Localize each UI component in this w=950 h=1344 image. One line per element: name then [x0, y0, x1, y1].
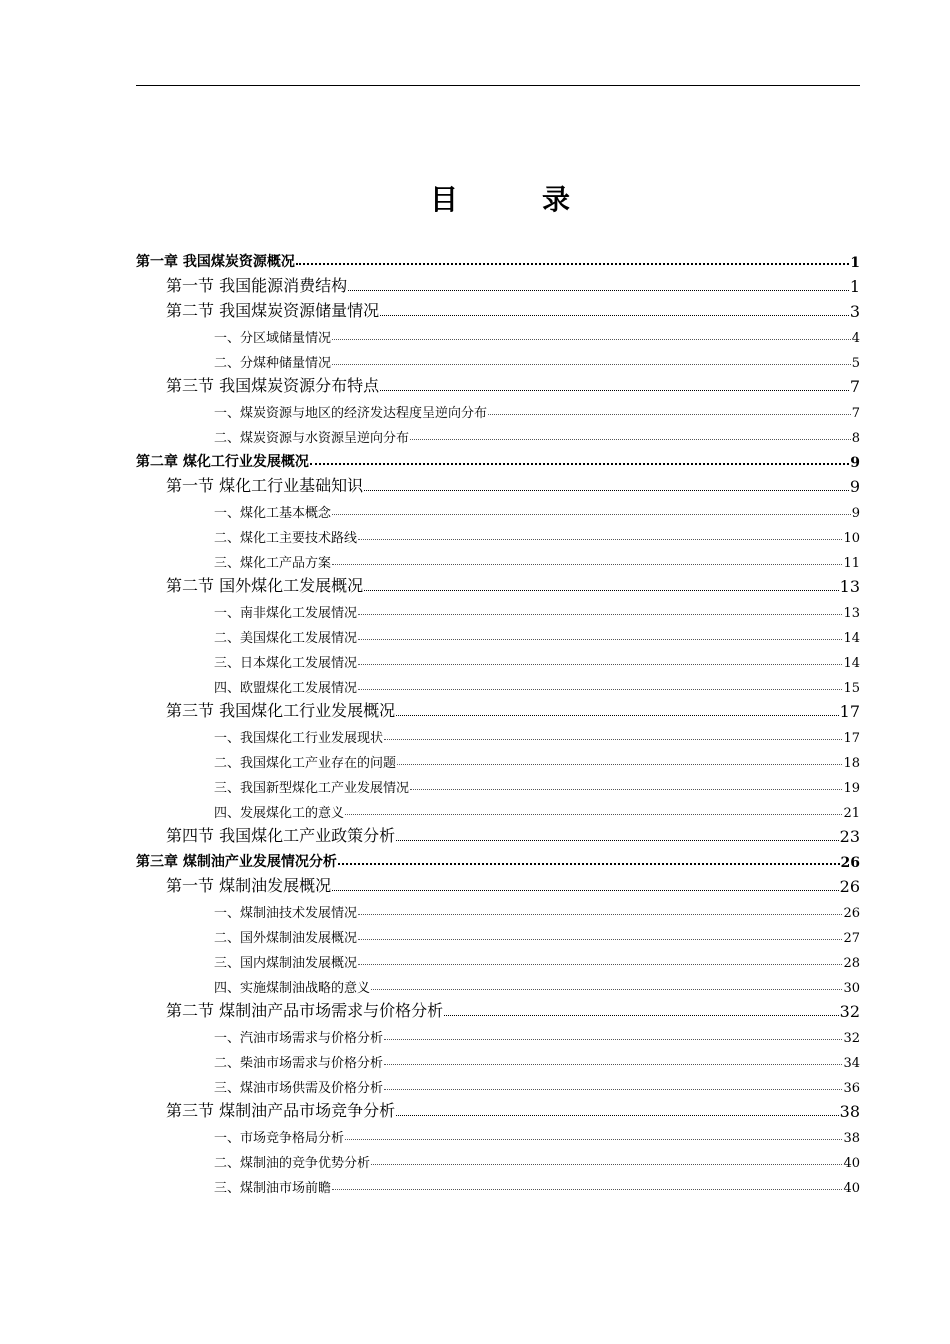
toc-page-number: 8 [851, 431, 860, 446]
toc-page-number: 1 [850, 255, 860, 271]
toc-page-number: 9 [851, 506, 860, 521]
toc-dot-leader [444, 996, 839, 1021]
toc-dot-leader [358, 621, 842, 646]
toc-page-number: 13 [839, 577, 860, 596]
toc-dot-leader [384, 1046, 842, 1071]
toc-page-number: 7 [851, 406, 860, 421]
toc-subsection-entry[interactable] [136, 646, 860, 671]
toc-page-number: 32 [843, 1031, 860, 1046]
toc-dot-leader [358, 596, 842, 621]
toc-page-number: 38 [839, 1102, 860, 1121]
toc-subsection-entry[interactable] [136, 421, 860, 446]
toc-subsection-entry[interactable] [136, 1121, 860, 1146]
toc-entry-label: 三、煤制油市场前瞻 [214, 1181, 332, 1196]
toc-subsection-entry[interactable] [136, 921, 860, 946]
toc-entry-label: 第一章 我国煤炭资源概况 [136, 254, 295, 270]
toc-page-number: 15 [843, 681, 860, 696]
toc-page-number: 18 [843, 756, 860, 771]
toc-entry-label: 二、美国煤化工发展情况 [214, 631, 358, 646]
toc-dot-leader [371, 1146, 842, 1171]
toc-entry-label: 四、实施煤制油战略的意义 [214, 981, 371, 996]
toc-dot-leader [332, 496, 851, 521]
toc-entry-label: 第二节 我国煤炭资源储量情况 [166, 301, 380, 320]
toc-page-number: 19 [843, 781, 860, 796]
toc-page-number: 17 [839, 702, 860, 721]
toc-entry-label: 四、发展煤化工的意义 [214, 806, 345, 821]
toc-entry-label: 一、煤化工基本概念 [214, 506, 332, 521]
toc-section-entry[interactable] [136, 996, 860, 1021]
toc-entry-label: 二、煤炭资源与水资源呈逆向分布 [214, 431, 410, 446]
toc-dot-leader [396, 821, 839, 846]
toc-dot-leader [332, 546, 842, 571]
toc-page-number: 28 [843, 956, 860, 971]
toc-entry-label: 二、国外煤制油发展概况 [214, 931, 358, 946]
toc-subsection-entry[interactable] [136, 1171, 860, 1196]
toc-dot-leader [384, 721, 842, 746]
toc-subsection-entry[interactable] [136, 721, 860, 746]
toc-entry-label: 三、煤油市场供需及价格分析 [214, 1081, 384, 1096]
toc-section-entry[interactable] [136, 271, 860, 296]
toc-page-number: 34 [843, 1056, 860, 1071]
toc-entry-label: 三、日本煤化工发展情况 [214, 656, 358, 671]
toc-page-number: 21 [843, 806, 860, 821]
toc-entry-label: 一、我国煤化工行业发展现状 [214, 731, 384, 746]
toc-subsection-entry[interactable] [136, 1146, 860, 1171]
toc-subsection-entry[interactable] [136, 771, 860, 796]
toc-section-entry[interactable] [136, 696, 860, 721]
toc-page-number: 3 [849, 302, 860, 321]
toc-dot-leader [338, 846, 840, 871]
toc-section-entry[interactable] [136, 821, 860, 846]
toc-page-number: 36 [843, 1081, 860, 1096]
toc-entry-label: 第四节 我国煤化工产业政策分析 [166, 826, 396, 845]
toc-dot-leader [358, 521, 842, 546]
toc-entry-label: 第三章 煤制油产业发展情况分析 [136, 854, 337, 870]
toc-dot-leader [358, 946, 842, 971]
toc-entry-label: 一、南非煤化工发展情况 [214, 606, 358, 621]
toc-page-number: 38 [843, 1131, 860, 1146]
toc-page-number: 1 [849, 277, 860, 296]
toc-page-number: 13 [843, 606, 860, 621]
toc-entry-label: 二、柴油市场需求与价格分析 [214, 1056, 384, 1071]
toc-entry-label: 第三节 我国煤炭资源分布特点 [166, 376, 380, 395]
toc-page-number: 23 [839, 827, 860, 846]
toc-dot-leader [380, 296, 849, 321]
toc-entry-label: 一、分区域储量情况 [214, 331, 332, 346]
toc-entry-label: 四、欧盟煤化工发展情况 [214, 681, 358, 696]
toc-entry-label: 二、煤化工主要技术路线 [214, 531, 358, 546]
toc-dot-leader [396, 1096, 839, 1121]
toc-entry-label: 第一节 我国能源消费结构 [166, 276, 348, 295]
toc-subsection-entry[interactable] [136, 971, 860, 996]
toc-dot-leader [380, 371, 849, 396]
toc-subsection-entry[interactable] [136, 596, 860, 621]
toc-dot-leader [348, 271, 849, 296]
toc-subsection-entry[interactable] [136, 1021, 860, 1046]
toc-entry-label: 三、煤化工产品方案 [214, 556, 332, 571]
toc-section-entry[interactable] [136, 571, 860, 596]
toc-entry-label: 一、煤炭资源与地区的经济发达程度呈逆向分布 [214, 406, 488, 421]
toc-dot-leader [384, 1021, 842, 1046]
toc-page-number: 7 [849, 377, 860, 396]
toc-dot-leader [310, 446, 849, 471]
toc-entry-label: 第二章 煤化工行业发展概况 [136, 454, 309, 470]
toc-chapter-entry[interactable] [136, 246, 860, 271]
toc-subsection-entry[interactable] [136, 746, 860, 771]
toc-page-number: 17 [843, 731, 860, 746]
toc-dot-leader [397, 746, 842, 771]
toc-page-number: 10 [843, 531, 860, 546]
toc-entry-label: 第二节 国外煤化工发展概况 [166, 576, 364, 595]
toc-page-number: 40 [843, 1156, 860, 1171]
toc-entry-label: 第三节 煤制油产品市场竞争分析 [166, 1101, 396, 1120]
toc-section-entry[interactable] [136, 296, 860, 321]
toc-entry-label: 第三节 我国煤化工行业发展概况 [166, 701, 396, 720]
toc-entry-label: 一、汽油市场需求与价格分析 [214, 1031, 384, 1046]
toc-subsection-entry[interactable] [136, 346, 860, 371]
toc-page-number: 14 [843, 631, 860, 646]
toc-entry-label: 二、煤制油的竞争优势分析 [214, 1156, 371, 1171]
toc-subsection-entry[interactable] [136, 796, 860, 821]
toc-subsection-entry[interactable] [136, 321, 860, 346]
toc-dot-leader [364, 471, 849, 496]
toc-dot-leader [345, 796, 842, 821]
toc-page-number: 9 [849, 477, 860, 496]
toc-entry-label: 一、市场竞争格局分析 [214, 1131, 345, 1146]
toc-subsection-entry[interactable] [136, 671, 860, 696]
toc-page-number: 9 [850, 455, 860, 471]
toc-section-entry[interactable] [136, 471, 860, 496]
toc-dot-leader [332, 346, 851, 371]
toc-dot-leader [364, 571, 839, 596]
toc-subsection-entry[interactable] [136, 946, 860, 971]
toc-section-entry[interactable] [136, 1096, 860, 1121]
toc-entry-label: 三、国内煤制油发展概况 [214, 956, 358, 971]
toc-entry-label: 第二节 煤制油产品市场需求与价格分析 [166, 1001, 444, 1020]
toc-page-number: 40 [843, 1181, 860, 1196]
toc-dot-leader [358, 896, 842, 921]
toc-page-number: 14 [843, 656, 860, 671]
toc-page-number: 11 [843, 556, 860, 571]
toc-entry-label: 第一节 煤制油发展概况 [166, 876, 332, 895]
toc-subsection-entry[interactable] [136, 1046, 860, 1071]
toc-subsection-entry[interactable] [136, 521, 860, 546]
toc-dot-leader [358, 646, 842, 671]
toc-dot-leader [488, 396, 851, 421]
toc-page-number: 26 [839, 877, 860, 896]
toc-chapter-entry[interactable] [136, 846, 860, 871]
toc-page-number: 26 [840, 855, 860, 871]
table-of-contents [136, 246, 860, 1196]
toc-dot-leader [410, 771, 842, 796]
toc-dot-leader [358, 921, 842, 946]
toc-page-number: 4 [851, 331, 860, 346]
toc-page-number: 26 [843, 906, 860, 921]
toc-section-entry[interactable] [136, 871, 860, 896]
toc-subsection-entry[interactable] [136, 546, 860, 571]
toc-section-entry[interactable] [136, 371, 860, 396]
toc-page-number: 5 [851, 356, 860, 371]
toc-dot-leader [296, 246, 849, 271]
toc-subsection-entry[interactable] [136, 621, 860, 646]
toc-dot-leader [410, 421, 851, 446]
toc-dot-leader [332, 871, 839, 896]
toc-entry-label: 第一节 煤化工行业基础知识 [166, 476, 364, 495]
toc-dot-leader [332, 321, 851, 346]
toc-page-number: 30 [843, 981, 860, 996]
toc-subsection-entry[interactable] [136, 1071, 860, 1096]
toc-dot-leader [345, 1121, 842, 1146]
toc-dot-leader [384, 1071, 842, 1096]
toc-dot-leader [371, 971, 842, 996]
toc-page-number: 32 [839, 1002, 860, 1021]
toc-subsection-entry[interactable] [136, 496, 860, 521]
toc-dot-leader [396, 696, 839, 721]
toc-dot-leader [358, 671, 842, 696]
toc-page-number: 27 [843, 931, 860, 946]
toc-chapter-entry[interactable] [136, 446, 860, 471]
toc-subsection-entry[interactable] [136, 396, 860, 421]
header-rule [136, 85, 860, 86]
toc-entry-label: 二、分煤种储量情况 [214, 356, 332, 371]
toc-entry-label: 一、煤制油技术发展情况 [214, 906, 358, 921]
toc-entry-label: 二、我国煤化工产业存在的问题 [214, 756, 397, 771]
toc-entry-label: 三、我国新型煤化工产业发展情况 [214, 781, 410, 796]
toc-dot-leader [332, 1171, 842, 1196]
page-title: 目 录 [429, 183, 598, 216]
toc-subsection-entry[interactable] [136, 896, 860, 921]
